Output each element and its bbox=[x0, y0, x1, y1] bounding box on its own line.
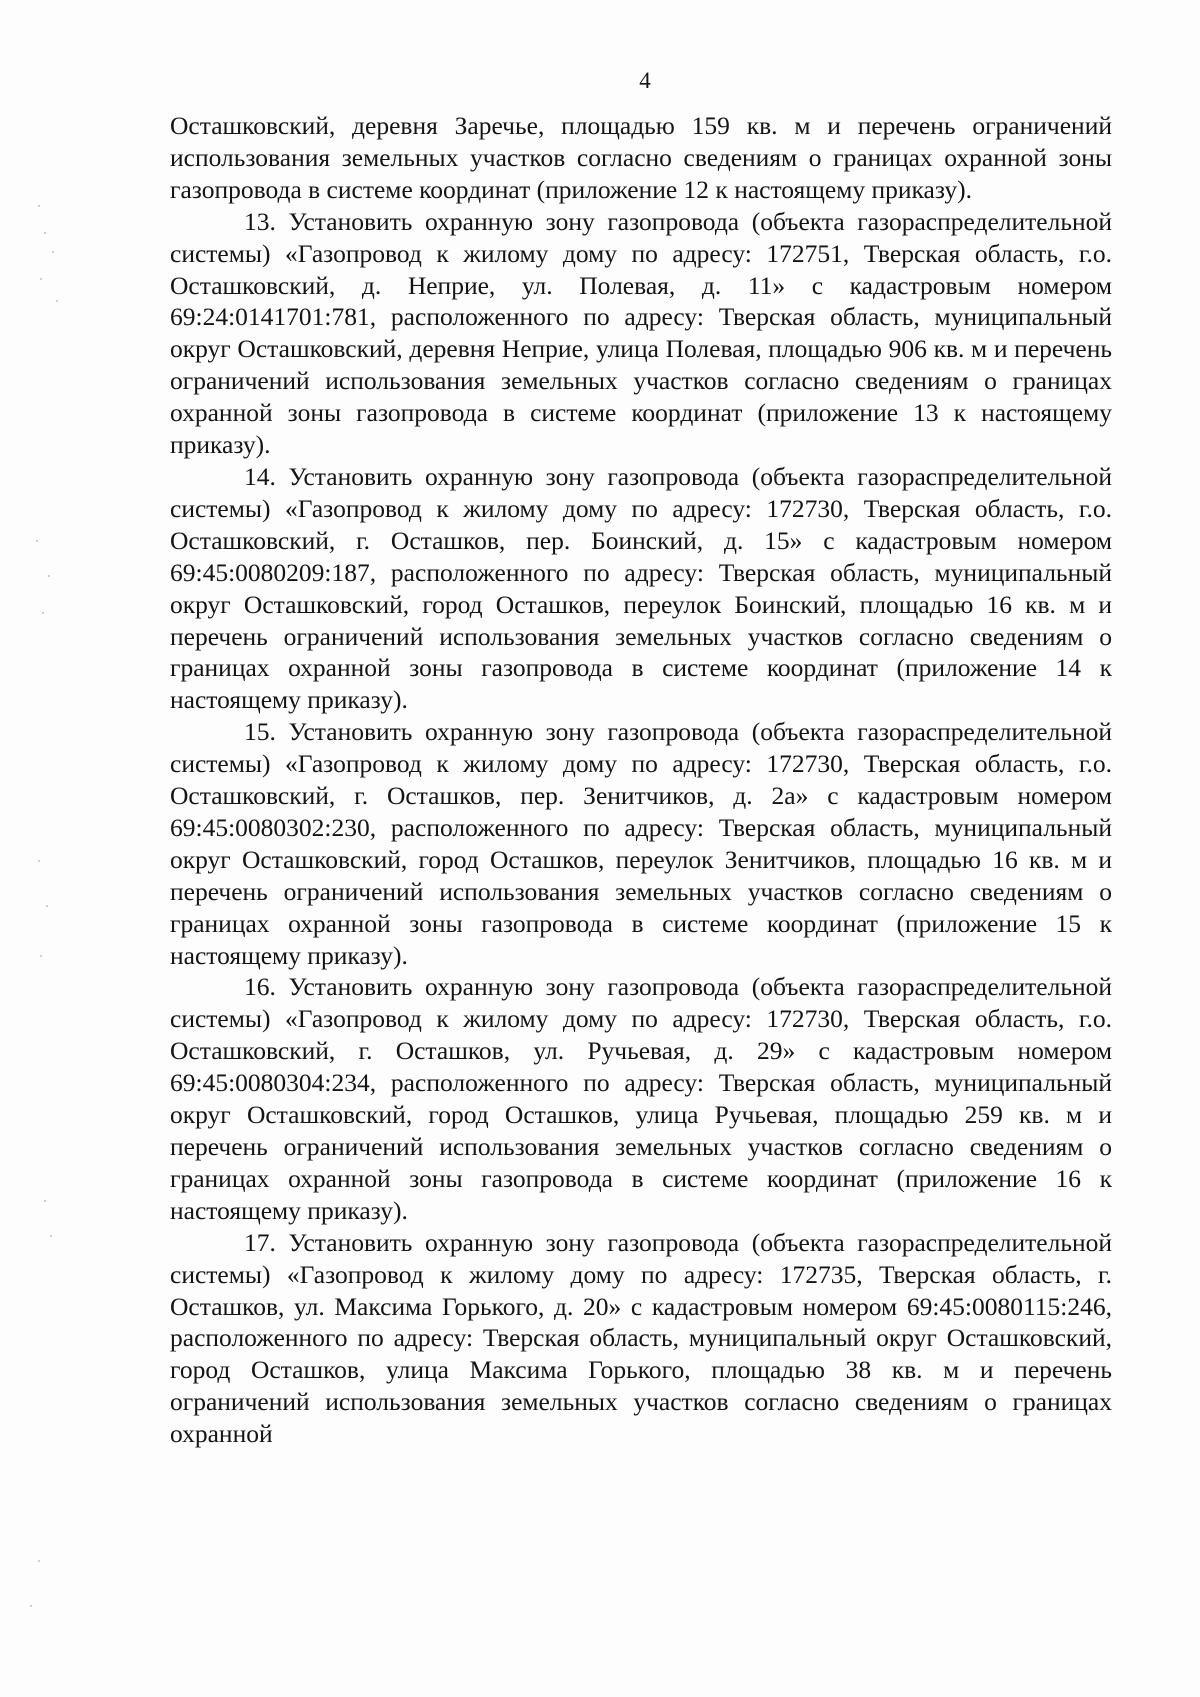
scan-speck bbox=[38, 205, 40, 207]
scan-speck bbox=[38, 860, 40, 862]
scan-speck bbox=[38, 1560, 40, 1562]
scan-speck bbox=[40, 278, 42, 280]
scan-speck bbox=[36, 540, 38, 542]
paragraph-continuation: Осташковский, деревня Заречье, площадью 159 кв. м и перечень ограничений использования земельных участков согласно сведениям о границах охранной зоны газопровода в системе координат (приложение 12 к настоящему приказу). bbox=[170, 111, 1112, 204]
paragraph-item-14: 14. Установить охранную зону газопровода (объекта газораспределительной системы) «Газопровод к жилому дому по адресу: 172730, Тверская область, г.о. Осташковский, г. Осташков, пер. Боинский, д. 15» с кадастровым номером 69:45:0080209:187, расположенного по адресу: Тверская область, муниципальный округ Осташковский, город Осташков, переулок Боинский, площадью 16 кв. м и перечень ограничений использования земельных участков согласно сведениям о границах охранной зоны газопровода в системе координат (приложение 14 к настоящему приказу). bbox=[170, 461, 1112, 715]
scan-speck bbox=[30, 1605, 32, 1607]
scan-speck bbox=[40, 955, 42, 957]
scan-speck bbox=[42, 612, 44, 614]
paragraph-item-13: 13. Установить охранную зону газопровода (объекта газораспределительной системы) «Газопровод к жилому дому по адресу: 172751, Тверская область, г.о. Осташковский, д. Неприе, ул. Полевая, д. 11» с кадастровым номером 69:24:0141701:781, расположенного по адресу: Тверская область, муниципальный округ Осташковский, деревня Неприе, улица Полевая, площадью 906 кв. м и перечень ограничений использования земельных участков согласно сведениям о границах охранной зоны газопровода в системе координат (приложение 13 к настоящему приказу). bbox=[170, 206, 1112, 460]
page-number: 4 bbox=[639, 68, 651, 93]
scan-speck bbox=[46, 905, 48, 907]
paragraph-item-17: 17. Установить охранную зону газопровода (объекта газораспределительной системы) «Газопровод к жилому дому по адресу: 172735, Тверская область, г. Осташков, ул. Максима Горького, д. 20» с кадастровым номером 69:45:0080115:246, расположенного по адресу: Тверская область, муниципальный округ Осташковский, город Осташков, улица Максима Горького, площадью 38 кв. м и перечень ограничений использования земельных участков согласно сведениям о границах охранной bbox=[170, 1227, 1112, 1449]
scan-speck bbox=[50, 1235, 52, 1237]
scan-speck bbox=[52, 251, 54, 253]
scan-speck bbox=[48, 575, 50, 577]
paragraph-item-15: 15. Установить охранную зону газопровода (объекта газораспределительной системы) «Газопровод к жилому дому по адресу: 172730, Тверская область, г.о. Осташковский, г. Осташков, пер. Зенитчиков, д. 2а» с кадастровым номером 69:45:0080302:230, расположенного по адресу: Тверская область, муниципальный округ Осташковский, город Осташков, переулок Зенитчиков, площадью 16 кв. м и перечень ограничений использования земельных участков согласно сведениям о границах охранной зоны газопровода в системе координат (приложение 15 к настоящему приказу). bbox=[170, 717, 1112, 970]
scan-speck bbox=[56, 300, 58, 302]
scan-speck bbox=[44, 1200, 46, 1202]
paragraph-item-16: 16. Установить охранную зону газопровода (объекта газораспределительной системы) «Газопровод к жилому дому по адресу: 172730, Тверская область, г.о. Осташковский, г. Осташков, ул. Ручьевая, д. 29» с кадастровым номером 69:45:0080304:234, расположенного по адресу: Тверская область, муниципальный округ Осташковский, город Осташков, улица Ручьевая, площадью 259 кв. м и перечень ограничений использования земельных участков согласно сведениям о границах охранной зоны газопровода в системе координат (приложение 16 к настоящему приказу). bbox=[170, 972, 1112, 1225]
scan-speck bbox=[44, 232, 46, 234]
document-body bbox=[170, 110, 1112, 1450]
